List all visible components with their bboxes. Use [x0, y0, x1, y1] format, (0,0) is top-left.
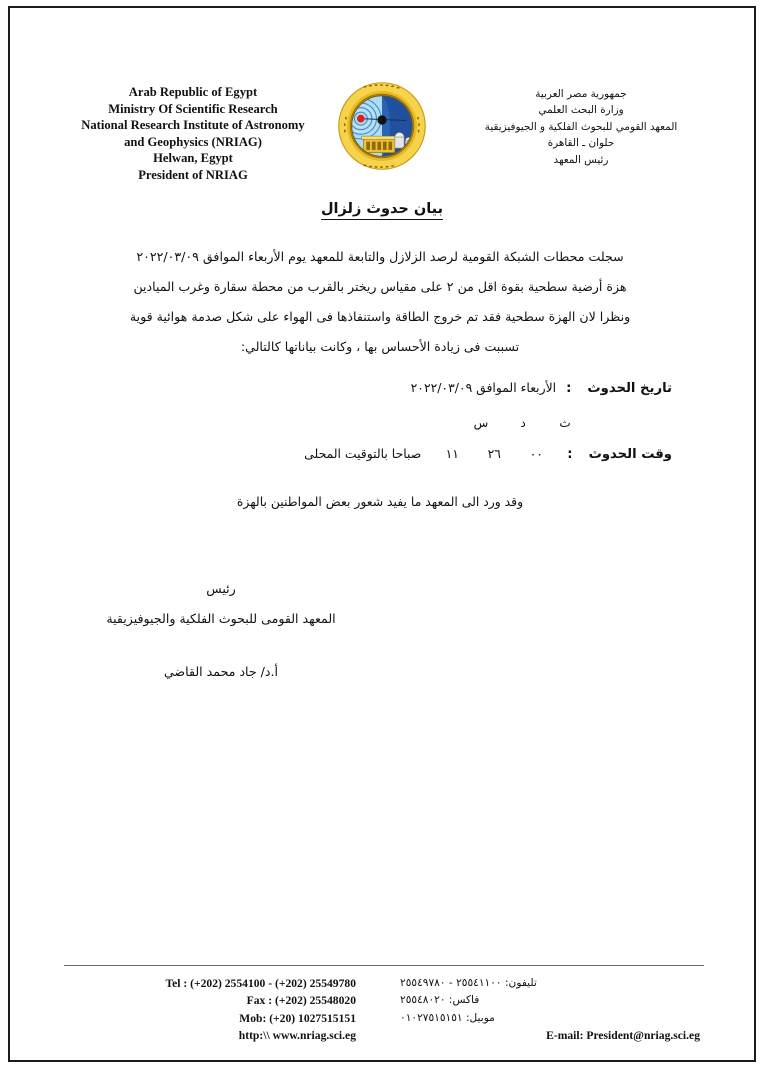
nriag-seal-logo: [336, 80, 428, 172]
event-time-hours: ١١: [445, 446, 459, 461]
letterhead-ar-line: حلوان ـ القاهرة: [547, 137, 615, 150]
event-time-colon: :: [567, 447, 573, 462]
body-paragraph-line: سجلت محطات الشبكة القومية لرصد الزلازل والتابعة للمعهد يوم الأربعاء الموافق ٢٠٢٢/٠٣/٠٩: [136, 249, 624, 264]
footer-tel-ar: تليفون: ٢٥٥٤١١٠٠ - ٢٥٥٤٩٧٨٠: [400, 977, 537, 989]
document-title-text: بيان حدوث زلزال: [321, 201, 443, 220]
letterhead-en-line: Ministry Of Scientific Research: [108, 101, 278, 116]
event-time-values: [431, 446, 557, 461]
event-time-label: وقت الحدوث: [588, 447, 672, 462]
time-unit-hours: س: [473, 416, 489, 430]
footer-divider: [64, 965, 704, 966]
event-time-row: [88, 446, 672, 482]
event-time-suffix: صباحا بالتوقيت المحلى: [304, 446, 422, 461]
letterhead-ar-line: رئيس المعهد: [553, 153, 609, 166]
signature-block: [106, 574, 336, 679]
letterhead-english-block: [58, 84, 328, 184]
footer-fax: Fax : (+202) 25548020: [246, 994, 356, 1008]
event-time-minutes: ٢٦: [487, 446, 501, 461]
letterhead-en-line: Helwan, Egypt: [153, 151, 233, 166]
letterhead-ar-line: وزارة البحث العلمي: [538, 104, 624, 117]
body-text: [88, 242, 672, 362]
footer-email[interactable]: E-mail: President@nriag.sci.eg: [546, 1029, 700, 1043]
footer-tel: Tel : (+202) 2554100 - (+202) 25549780: [165, 977, 356, 990]
footer-mobile: Mob: (+20) 1027515151: [239, 1011, 356, 1025]
footer-mobile-ar: موبيل: ٠١٠٢٧٥١٥١٥١: [400, 1011, 495, 1024]
event-date-label: تاريخ الحدوث: [587, 381, 672, 396]
letterhead-en-line: Arab Republic of Egypt: [128, 85, 258, 99]
time-unit-headers: [88, 416, 672, 446]
event-date-colon: :: [566, 381, 572, 396]
letterhead-en-line: President of NRIAG: [138, 167, 248, 182]
event-time-seconds: ٠٠: [529, 446, 543, 461]
letterhead: [10, 70, 754, 195]
letterhead-en-line: and Geophysics (NRIAG): [124, 134, 262, 149]
letterhead-arabic-block: [456, 86, 706, 168]
footer-arabic-contacts: [400, 975, 700, 1045]
footer-fax-ar: فاكس: ٢٥٥٤٨٠٢٠: [400, 994, 480, 1007]
letterhead-ar-line: المعهد القومي للبحوث الفلكية و الجيوفيزيقية: [484, 120, 678, 133]
event-date-row: [88, 380, 672, 416]
event-details: [88, 380, 672, 509]
footer-website[interactable]: http:\\ www.nriag.sci.eg: [238, 1029, 356, 1043]
signature-organization: المعهد القومى للبحوث الفلكية والجيوفيزيقية: [106, 611, 336, 626]
footer-english-contacts: [66, 975, 356, 1045]
event-note: وقد ورد الى المعهد ما يفيد شعور بعض المواطنين بالهزة: [236, 494, 524, 509]
document-page: [8, 6, 756, 1062]
time-unit-minutes: د: [520, 416, 526, 430]
signature-name: أ.د/ جاد محمد القاضي: [163, 664, 279, 679]
body-paragraph-line: تسببت فى زيادة الأحساس بها ، وكانت بياناتها كالتالي:: [240, 339, 520, 354]
body-paragraph-line: هزة أرضية سطحية بقوة اقل من ٢ على مقياس ريختر بالقرب من محطة سقارة وغرب الميادين: [133, 279, 627, 294]
event-date-value: الأربعاء الموافق ٢٠٢٢/٠٣/٠٩: [410, 380, 557, 395]
signature-role: رئيس: [206, 581, 236, 596]
body-paragraph-line: ونظرا لان الهزة سطحية فقد تم خروج الطاقة واستنفاذها فى الهواء على شكل صدمة هوائية قوية: [129, 309, 631, 324]
letterhead-ar-line: جمهورية مصر العربية: [535, 88, 627, 100]
time-unit-seconds: ث: [559, 416, 571, 430]
footer: [10, 971, 754, 1051]
document-title: [10, 200, 754, 218]
letterhead-en-line: National Research Institute of Astronomy: [81, 118, 305, 133]
